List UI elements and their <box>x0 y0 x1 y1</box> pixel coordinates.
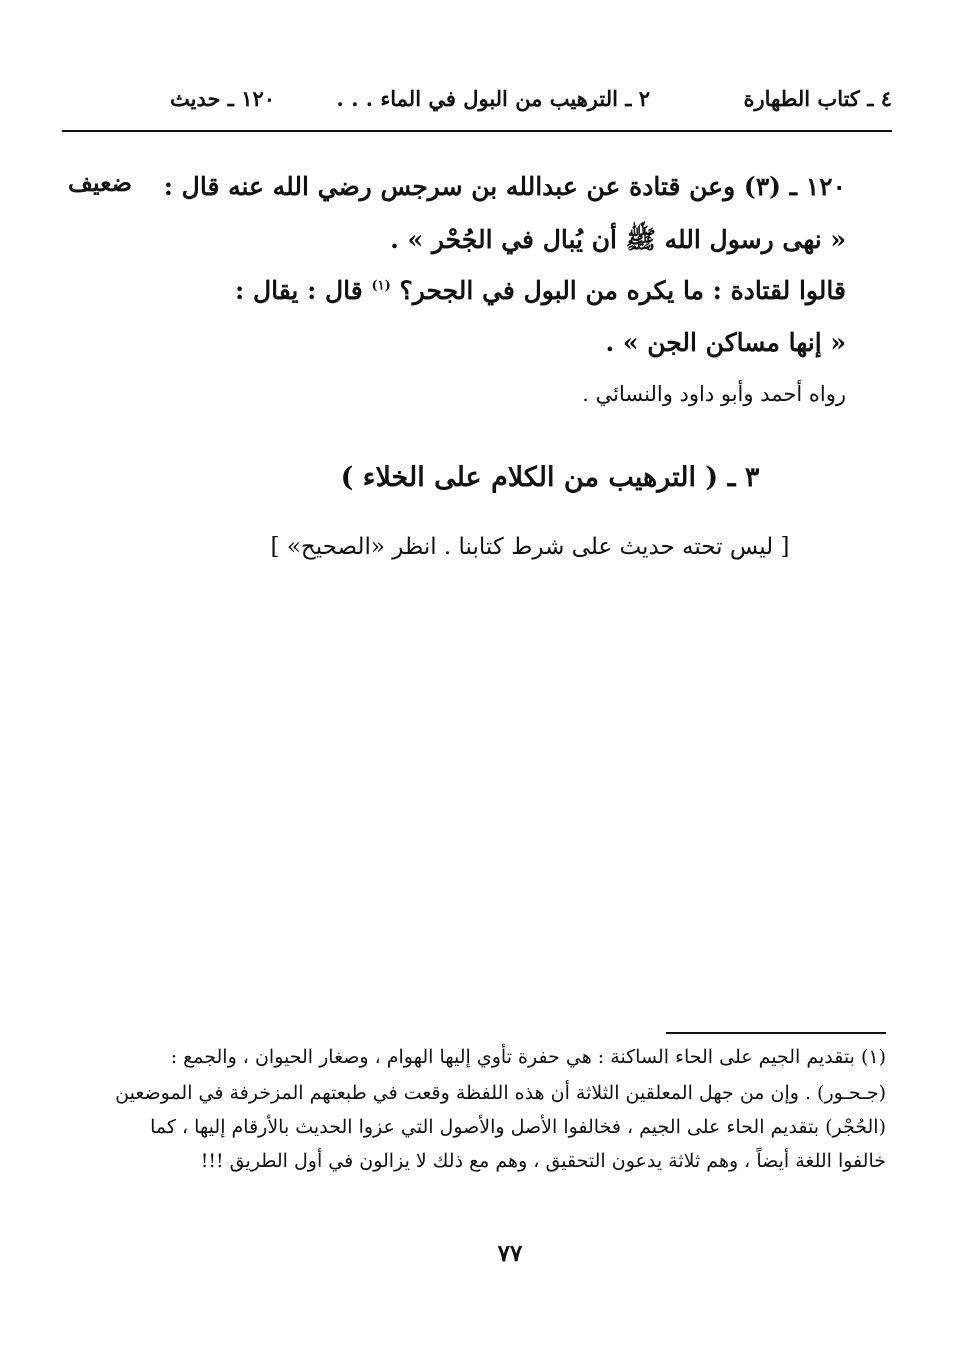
running-header-hadith-ref: ١٢٠ ـ حديث <box>170 86 276 111</box>
hadith-grade-label: ضعيف <box>68 168 133 197</box>
running-header-chapter: ٢ ـ الترهيب من البول في الماء . . . <box>336 86 650 111</box>
section-title: ٣ ـ ( الترهيب من الكلام على الخلاء ) <box>340 462 760 493</box>
hadith-line-3 <box>235 276 846 305</box>
footnote-line-1: (١) بتقديم الجيم على الحاء الساكنة : هي حفرة تأوي إليها الهوام ، وصغار الحيوان ، والجمع : <box>170 1046 886 1068</box>
hadith-line-2: « نهى رسول الله ﷺ أن يُبال في الجُحْر » . <box>390 225 846 254</box>
section-note: [ ليس تحته حديث على شرط كتابنا . انظر «الصحيح» ] <box>270 534 790 560</box>
footnote-rule <box>666 1032 886 1034</box>
hadith-line-3-text: قالوا لقتادة : ما يكره من البول في الجحر؟ <box>399 276 846 305</box>
running-header-book: ٤ ـ كتاب الطهارة <box>743 86 892 111</box>
hadith-source: رواه أحمد وأبو داود والنسائي . <box>582 382 846 406</box>
footnote-line-2: (جـحـور) . وإن من جهل المعلقين الثلاثة أن هذه اللفظة وقعت في طبعتهم المزخرفة في الموضعين <box>115 1082 886 1104</box>
footnote-line-3: (الحُجْر) بتقديم الحاء على الجيم ، فخالفوا الأصل والأصول التي عزوا الحديث بالأرقام إليها ، كما <box>150 1116 886 1138</box>
hadith-line-1: ١٢٠ ـ (٣) وعن قتادة عن عبدالله بن سرجس رضي الله عنه قال : <box>163 172 846 201</box>
hadith-line-4: « إنها مساكن الجن » . <box>605 328 846 357</box>
header-rule <box>62 130 892 132</box>
footnote-line-4: خالفوا اللغة أيضاً ، وهم ثلاثة يدعون التحقيق ، وهم مع ذلك لا يزالون في أول الطريق !!! <box>200 1150 886 1172</box>
hadith-line-3-tail: قال : يقال : <box>235 276 363 305</box>
page-number: ٧٧ <box>497 1240 523 1267</box>
footnote-marker: (١) <box>371 278 391 294</box>
